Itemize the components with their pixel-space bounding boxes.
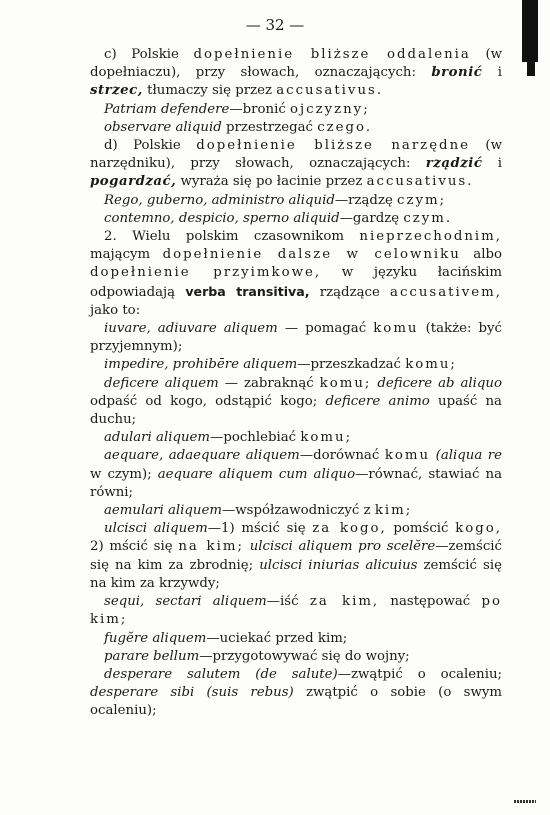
text-run: verba transitiva, xyxy=(185,283,310,299)
text-run: następować xyxy=(379,594,482,610)
text-run: —gardzę xyxy=(339,210,404,226)
text-run: ulcisci iniurias alicuius xyxy=(259,557,418,573)
text-run: 2) mścić się xyxy=(90,539,179,555)
text-run: —przygotowywać się do wojny; xyxy=(199,648,410,664)
text-run: strzec, xyxy=(90,83,143,99)
text-run: —uciekać przed kim; xyxy=(206,630,348,646)
page-text xyxy=(90,46,502,721)
text-run: po kim; xyxy=(90,594,502,628)
text-run: czym; xyxy=(397,192,447,208)
text-run: ulcisci aliquem xyxy=(104,521,208,537)
text-run: czego. xyxy=(317,119,373,135)
text-run: (także: być przyjemnym); xyxy=(90,321,502,355)
text-run: i xyxy=(482,156,502,172)
text-run: zwątpić o sobie (o swym ocaleniu); xyxy=(90,685,502,719)
text-run: —bronić xyxy=(229,101,291,117)
paragraph xyxy=(90,101,502,119)
text-run: rządzące xyxy=(309,284,391,300)
text-run: —pochlebiać xyxy=(210,430,301,446)
text-run: przestrzegać xyxy=(221,119,318,135)
text-run: fugĕre aliquem xyxy=(104,630,207,646)
text-run: (aliqua re xyxy=(435,448,503,464)
text-run: accusativus. xyxy=(366,174,474,190)
text-run: —zwątpić o ocaleniu; xyxy=(337,666,502,682)
text-run: ojczyzny; xyxy=(290,101,370,117)
text-run: dopełnienie bliższe narzędne xyxy=(196,138,471,154)
text-run: komu; xyxy=(405,357,457,373)
text-run: w języku łacińskim odpowiadają xyxy=(90,265,502,300)
text-run: — pomagać xyxy=(277,321,374,337)
text-run: czym. xyxy=(403,210,453,226)
text-run: 2. Wielu polskim czasownikom xyxy=(104,229,360,245)
text-run: komu; xyxy=(319,375,372,391)
text-run: (w narzędniku), przy słowach, oznaczających: xyxy=(90,138,503,172)
text-run: —przeszkadzać xyxy=(297,357,406,373)
text-run: —równać, stawiać na równi; xyxy=(90,466,502,500)
text-run: desperare salutem (de salute) xyxy=(104,666,338,682)
text-run: aemulari aliquem xyxy=(104,503,222,519)
text-run: —rządzę xyxy=(334,192,398,208)
text-run: —dorównać xyxy=(299,448,385,464)
text-run: parare bellum xyxy=(104,648,200,664)
text-run: — zabraknąć xyxy=(218,375,320,391)
text-run: rządzić xyxy=(425,156,483,172)
text-run: tłumaczy się przez xyxy=(142,83,277,99)
paragraph xyxy=(90,648,502,666)
text-run: pomścić xyxy=(386,521,456,537)
text-run: observare aliquid xyxy=(104,119,222,135)
text-run: i xyxy=(482,65,502,81)
text-run: komu xyxy=(373,321,419,337)
paragraph xyxy=(90,375,502,430)
paragraph xyxy=(90,46,502,101)
text-run: Patriam defendere xyxy=(104,101,230,117)
text-run: komu xyxy=(384,448,431,464)
text-run: kim; xyxy=(374,503,413,519)
paragraph xyxy=(90,320,502,356)
text-run: za kogo, xyxy=(312,521,387,537)
paragraph xyxy=(90,356,502,374)
text-run: —zemścić się na kim za zbrodnię; xyxy=(90,539,502,573)
text-run: ulcisci aliquem pro scelĕre xyxy=(249,539,436,555)
text-run: komu; xyxy=(300,430,353,446)
text-run: albo xyxy=(460,247,502,263)
text-run: Rego, guberno, administro aliquid xyxy=(104,192,335,208)
text-run: aequare aliquem cum aliquo xyxy=(157,466,356,482)
paragraph xyxy=(90,210,502,228)
text-run: —1) mścić się xyxy=(207,521,313,537)
text-run: nieprzechodnim, xyxy=(359,229,502,245)
text-run: w czym); xyxy=(90,466,158,482)
text-run: d) Polskie xyxy=(104,138,197,154)
text-run: upaść na duchu; xyxy=(90,393,502,428)
text-run: deficere animo xyxy=(325,393,430,409)
text-run: dopełnienie dalsze w celowniku xyxy=(162,247,461,263)
text-run: za kim, xyxy=(309,594,380,610)
text-run: desperare sibi (suis rebus) xyxy=(90,685,294,701)
text-run: deficere aliquem xyxy=(104,375,219,391)
text-run: deficere ab aliquo xyxy=(377,375,503,391)
text-run: c) Polskie xyxy=(104,47,194,62)
text-run: na kim; xyxy=(178,539,244,555)
paragraph xyxy=(90,593,502,629)
paragraph xyxy=(90,520,502,593)
text-run: aequare, adaequare aliquem xyxy=(104,448,300,464)
page-number: — 32 — xyxy=(245,16,305,34)
text-run: (w dopełniaczu), przy słowach, oznaczających: xyxy=(90,47,503,81)
text-run: sequi, sectari aliquem xyxy=(104,594,267,610)
text-run: accusativem, xyxy=(390,284,502,300)
text-run: adulari aliquem xyxy=(104,430,211,446)
paragraph xyxy=(90,429,502,447)
text-run: accusativus. xyxy=(276,83,384,99)
text-run: contemno, despicio, sperno aliquid xyxy=(104,210,340,226)
text-run: —współzawodniczyć z xyxy=(221,503,375,519)
text-run: wyraża się po łacinie przez xyxy=(176,174,367,190)
text-run: —iść xyxy=(266,594,310,610)
text-run: iuvare, adiuvare aliquem xyxy=(104,321,278,337)
text-run: mającym xyxy=(90,247,163,263)
paragraph xyxy=(90,137,502,192)
paragraph xyxy=(90,119,502,137)
text-run: impedire, prohibēre aliquem xyxy=(104,357,298,373)
text-run: pogardzać, xyxy=(90,174,177,190)
text-run: kogo, xyxy=(455,521,502,537)
paragraph xyxy=(90,666,502,721)
text-run: dopełnienie bliższe oddalenia xyxy=(193,47,471,62)
text-run: jako to: xyxy=(90,302,141,318)
text-run: odpaść od kogo, odstąpić kogo; xyxy=(90,393,326,409)
paragraph xyxy=(90,502,502,520)
paragraph xyxy=(90,192,502,210)
text-run: bronić xyxy=(431,65,483,81)
paragraph xyxy=(90,228,502,320)
paragraph xyxy=(90,447,502,502)
bottom-edge-mark xyxy=(514,800,536,803)
paragraph xyxy=(90,630,502,648)
text-run: dopełnienie przyimkowe, xyxy=(90,265,322,281)
text-run: zemścić się na kim za krzywdy; xyxy=(90,557,503,591)
